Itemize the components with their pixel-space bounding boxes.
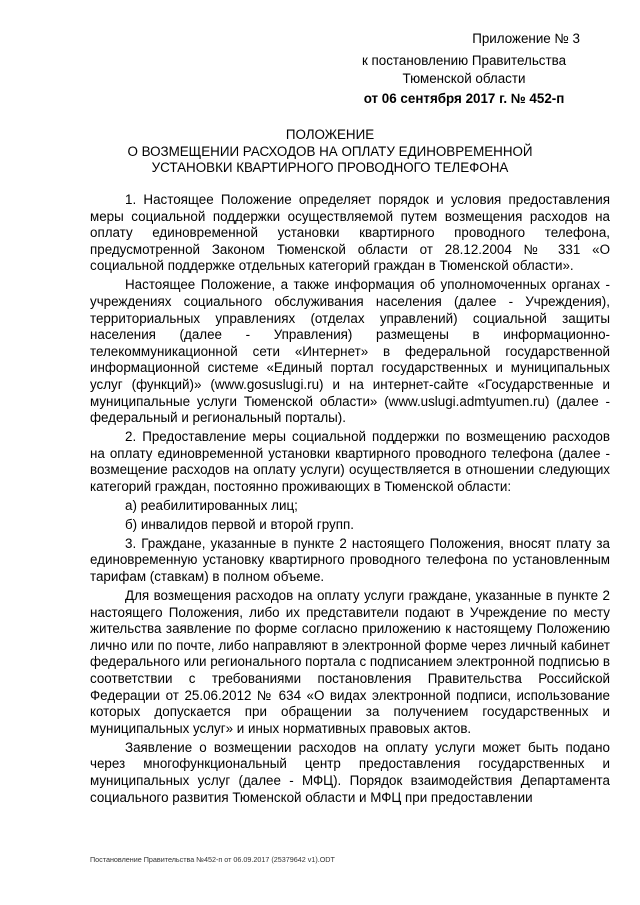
paragraph-3: 2. Предоставление меры социальной поддержки по возмещению расходов на оплату единовременной установки квартирного проводного телефона (далее - возмещение расходов на оплату услуги) осуществляется в отношении следующих категорий граждан, постоянно проживающих в Тюменской области: xyxy=(90,429,610,494)
list-item-b: б) инвалидов первой и второй групп. xyxy=(125,516,354,532)
document-title xyxy=(90,127,570,177)
document-body xyxy=(90,192,610,809)
page-footer: Постановление Правительства №452-п от 06.09.2017 (25379642 v1).ODT xyxy=(90,855,335,864)
title-line-1: ПОЛОЖЕНИЕ xyxy=(285,127,375,142)
list-item-a: а) реабилитированных лиц; xyxy=(125,497,298,513)
paragraph-2: Настоящее Положение, а также информация об уполномоченных органах - учреждениях социального обслуживания населения (далее - Учреждения), территориальных управлениях (отделах управлений) социальной защиты населения (далее - Управления) размещены в информационно-телекоммуникационной сети «Интернет» в федеральной государственной информационной системе «Единый портал государственных и муниципальных услуг (функций)» (www.gosuslugi.ru) и на интернет-сайте «Государственные и муниципальные услуги Тюменской области» (www.uslugi.admtyumen.ru) (далее - федеральный и региональный порталы). xyxy=(90,277,610,426)
title-line-2: О ВОЗМЕЩЕНИИ РАСХОДОВ НА ОПЛАТУ ЕДИНОВРЕМЕННОЙ УСТАНОВКИ КВАРТИРНОГО ПРОВОДНОГО ТЕЛЕФОНА xyxy=(127,143,533,175)
paragraph-5: Для возмещения расходов на оплату услуги граждане, указанные в пункте 2 настоящего Положения, либо их представители подают в Учреждение по месту жительства заявление по форме согласно приложению к настоящему Положению лично или по почте, либо направляют в электронной форме через личный кабинет федерального или регионального портала с подписанием электронной подписью в соответствии с требованиями постановления Правительства Российской Федерации от 25.06.2012 № 634 «О видах электронной подписи, использование которых допускается при обращении за получением государственных и муниципальных услуг» и иных нормативных правовых актов. xyxy=(90,588,610,736)
appendix-label: Приложение № 3 xyxy=(472,31,580,46)
appendix-resolution-ref: к постановлению Правительства Тюменской области xyxy=(361,53,567,86)
paragraph-1: 1. Настоящее Положение определяет порядок и условия предоставления меры социальной поддержки осуществляемой путем возмещения расходов на оплату единовременной установки квартирного проводного телефона, предусмотренной Законом Тюменской области от 28.12.2004 № 331 «О социальной поддержке отдельных категорий граждан в Тюменской области». xyxy=(90,192,610,274)
paragraph-4: 3. Граждане, указанные в пункте 2 настоящего Положения, вносят плату за единовременную установку квартирного проводного телефона по установленным тарифам (ставкам) в полном объеме. xyxy=(90,535,610,585)
paragraph-6: Заявление о возмещении расходов на оплату услуги может быть подано через многофункциональный центр предоставления государственных и муниципальных услуг (далее - МФЦ). Порядок взаимодействия Департамента социального развития Тюменской области и МФЦ при предоставлении xyxy=(90,739,610,805)
appendix-date-number: от 06 сентября 2017 г. № 452-п xyxy=(363,91,565,106)
